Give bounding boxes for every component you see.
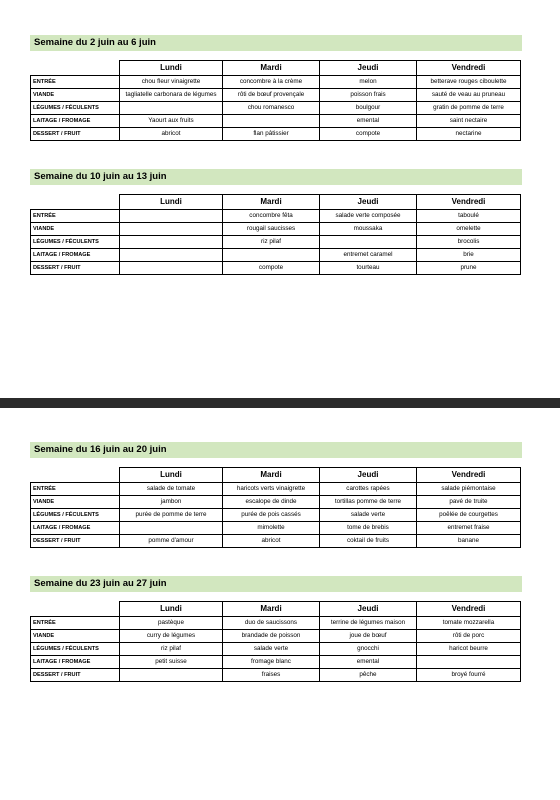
menu-cell: entremet caramel (320, 249, 417, 262)
menu-cell: salade verte (320, 508, 417, 521)
menu-cell: salade de tomate (120, 482, 223, 495)
week-section-3 (30, 442, 522, 545)
menu-cell: joue de bœuf (320, 629, 417, 642)
menu-cell: pêche (320, 669, 417, 682)
table-header-row (31, 195, 521, 210)
menu-cell: gratin de pomme de terre (417, 101, 521, 114)
table-row (31, 495, 521, 508)
menu-cell: tortillas pomme de terre (320, 495, 417, 508)
category-label: DESSERT / FRUIT (31, 535, 120, 548)
menu-cell (120, 669, 223, 682)
menu-cell (120, 222, 223, 235)
category-label: LAITAGE / FROMAGE (31, 656, 120, 669)
day-header: Jeudi (320, 602, 417, 617)
table-corner-cell (31, 468, 120, 483)
table-corner-cell (31, 195, 120, 210)
category-label: VIANDE (31, 495, 120, 508)
table-row (31, 115, 521, 128)
table-row (31, 616, 521, 629)
table-row (31, 249, 521, 262)
table-row (31, 209, 521, 222)
menu-cell (320, 235, 417, 248)
menu-cell: brie (417, 249, 521, 262)
menu-cell: poisson frais (320, 88, 417, 101)
menu-cell: pastèque (120, 616, 223, 629)
menu-table (30, 60, 521, 141)
menu-table (30, 601, 521, 682)
category-label: DESSERT / FRUIT (31, 262, 120, 275)
menu-cell: entremet fraise (417, 522, 521, 535)
menu-cell: brocolis (417, 235, 521, 248)
table-row (31, 482, 521, 495)
menu-cell: rôti de porc (417, 629, 521, 642)
day-header: Vendredi (417, 602, 521, 617)
category-label: ENTRÉE (31, 209, 120, 222)
menu-cell: escalope de dinde (223, 495, 320, 508)
category-label: VIANDE (31, 88, 120, 101)
menu-cell: tomate mozzarella (417, 616, 521, 629)
menu-cell: taboulé (417, 209, 521, 222)
menu-cell (223, 249, 320, 262)
week-header: Semaine du 10 juin au 13 juin (30, 169, 522, 185)
week-header: Semaine du 2 juin au 6 juin (30, 35, 522, 51)
day-header: Mardi (223, 602, 320, 617)
menu-cell: omelette (417, 222, 521, 235)
menu-cell: chou romanesco (223, 101, 320, 114)
menu-cell: purée de pois cassés (223, 508, 320, 521)
week-header: Semaine du 23 juin au 27 juin (30, 576, 522, 592)
week-header: Semaine du 16 juin au 20 juin (30, 442, 522, 458)
day-header: Mardi (223, 195, 320, 210)
menu-cell (120, 209, 223, 222)
day-header: Jeudi (320, 195, 417, 210)
day-header: Jeudi (320, 468, 417, 483)
menu-table (30, 467, 521, 548)
menu-cell: banane (417, 535, 521, 548)
menu-cell: rougail saucisses (223, 222, 320, 235)
day-header: Mardi (223, 61, 320, 76)
menu-cell: fromage blanc (223, 656, 320, 669)
menu-cell: sauté de veau au pruneau (417, 88, 521, 101)
table-row (31, 88, 521, 101)
menu-cell: tagliatelle carbonara de légumes (120, 88, 223, 101)
menu-cell: abricot (120, 128, 223, 141)
category-label: LAITAGE / FROMAGE (31, 522, 120, 535)
table-row (31, 535, 521, 548)
table-corner-cell (31, 61, 120, 76)
table-row (31, 101, 521, 114)
menu-cell: petit suisse (120, 656, 223, 669)
menu-cell: compote (320, 128, 417, 141)
menu-cell: saint nectaire (417, 115, 521, 128)
table-row (31, 128, 521, 141)
menu-cell: compote (223, 262, 320, 275)
day-header: Mardi (223, 468, 320, 483)
menu-cell: concombre à la crème (223, 75, 320, 88)
menu-table (30, 194, 521, 275)
category-label: ENTRÉE (31, 482, 120, 495)
menu-cell: gnocchi (320, 642, 417, 655)
table-header-row (31, 468, 521, 483)
table-row (31, 222, 521, 235)
category-label: ENTRÉE (31, 75, 120, 88)
table-row (31, 629, 521, 642)
menu-cell: prune (417, 262, 521, 275)
table-row (31, 669, 521, 682)
week-section-2 (30, 169, 522, 272)
category-label: LÉGUMES / FÉCULENTS (31, 101, 120, 114)
menu-cell (120, 235, 223, 248)
menu-cell: fraises (223, 669, 320, 682)
category-label: LAITAGE / FROMAGE (31, 249, 120, 262)
day-header: Vendredi (417, 195, 521, 210)
menu-cell: brandade de poisson (223, 629, 320, 642)
menu-cell (120, 262, 223, 275)
menu-cell: flan pâtissier (223, 128, 320, 141)
menu-cell: salade piémontaise (417, 482, 521, 495)
day-header: Lundi (120, 468, 223, 483)
menu-cell: tome de brebis (320, 522, 417, 535)
category-label: DESSERT / FRUIT (31, 128, 120, 141)
day-header: Jeudi (320, 61, 417, 76)
menu-cell: boulgour (320, 101, 417, 114)
menu-cell: riz pilaf (223, 235, 320, 248)
category-label: LÉGUMES / FÉCULENTS (31, 235, 120, 248)
table-corner-cell (31, 602, 120, 617)
menu-cell: emental (320, 656, 417, 669)
menu-cell: betterave rouges ciboulette (417, 75, 521, 88)
menu-cell: abricot (223, 535, 320, 548)
menu-cell: salade verte composée (320, 209, 417, 222)
menu-cell: jambon (120, 495, 223, 508)
menu-cell: terrine de légumes maison (320, 616, 417, 629)
category-label: DESSERT / FRUIT (31, 669, 120, 682)
week-section-4 (30, 576, 522, 679)
menu-cell (417, 656, 521, 669)
menu-cell: rôti de bœuf provençale (223, 88, 320, 101)
menu-cell: haricots verts vinaigrette (223, 482, 320, 495)
table-header-row (31, 602, 521, 617)
table-row (31, 262, 521, 275)
menu-cell: curry de légumes (120, 629, 223, 642)
category-label: LÉGUMES / FÉCULENTS (31, 642, 120, 655)
menu-cell (120, 101, 223, 114)
menu-cell: riz pilaf (120, 642, 223, 655)
page-separator (0, 398, 560, 408)
menu-cell: emental (320, 115, 417, 128)
table-row (31, 522, 521, 535)
menu-cell: haricot beurre (417, 642, 521, 655)
table-row (31, 642, 521, 655)
menu-cell: salade verte (223, 642, 320, 655)
menu-cell: moussaka (320, 222, 417, 235)
menu-cell: pavé de truite (417, 495, 521, 508)
menu-cell: carottes rapées (320, 482, 417, 495)
table-row (31, 235, 521, 248)
menu-cell: coktail de fruits (320, 535, 417, 548)
menu-cell: Yaourt aux fruits (120, 115, 223, 128)
menu-cell: concombre fêta (223, 209, 320, 222)
week-section-1 (30, 35, 522, 138)
category-label: LAITAGE / FROMAGE (31, 115, 120, 128)
table-row (31, 75, 521, 88)
day-header: Lundi (120, 602, 223, 617)
category-label: ENTRÉE (31, 616, 120, 629)
menu-cell: mimolette (223, 522, 320, 535)
category-label: LÉGUMES / FÉCULENTS (31, 508, 120, 521)
menu-cell: nectarine (417, 128, 521, 141)
menu-cell: poêlée de courgettes (417, 508, 521, 521)
day-header: Vendredi (417, 61, 521, 76)
day-header: Vendredi (417, 468, 521, 483)
menu-cell (120, 249, 223, 262)
table-header-row (31, 61, 521, 76)
menu-cell (223, 115, 320, 128)
menu-cell: tourteau (320, 262, 417, 275)
menu-cell: purée de pomme de terre (120, 508, 223, 521)
table-row (31, 508, 521, 521)
day-header: Lundi (120, 61, 223, 76)
menu-cell: broyé fourré (417, 669, 521, 682)
table-row (31, 656, 521, 669)
menu-cell (120, 522, 223, 535)
category-label: VIANDE (31, 629, 120, 642)
menu-cell: duo de saucissons (223, 616, 320, 629)
menu-cell: chou fleur vinaigrette (120, 75, 223, 88)
menu-cell: melon (320, 75, 417, 88)
category-label: VIANDE (31, 222, 120, 235)
day-header: Lundi (120, 195, 223, 210)
menu-cell: pomme d'amour (120, 535, 223, 548)
